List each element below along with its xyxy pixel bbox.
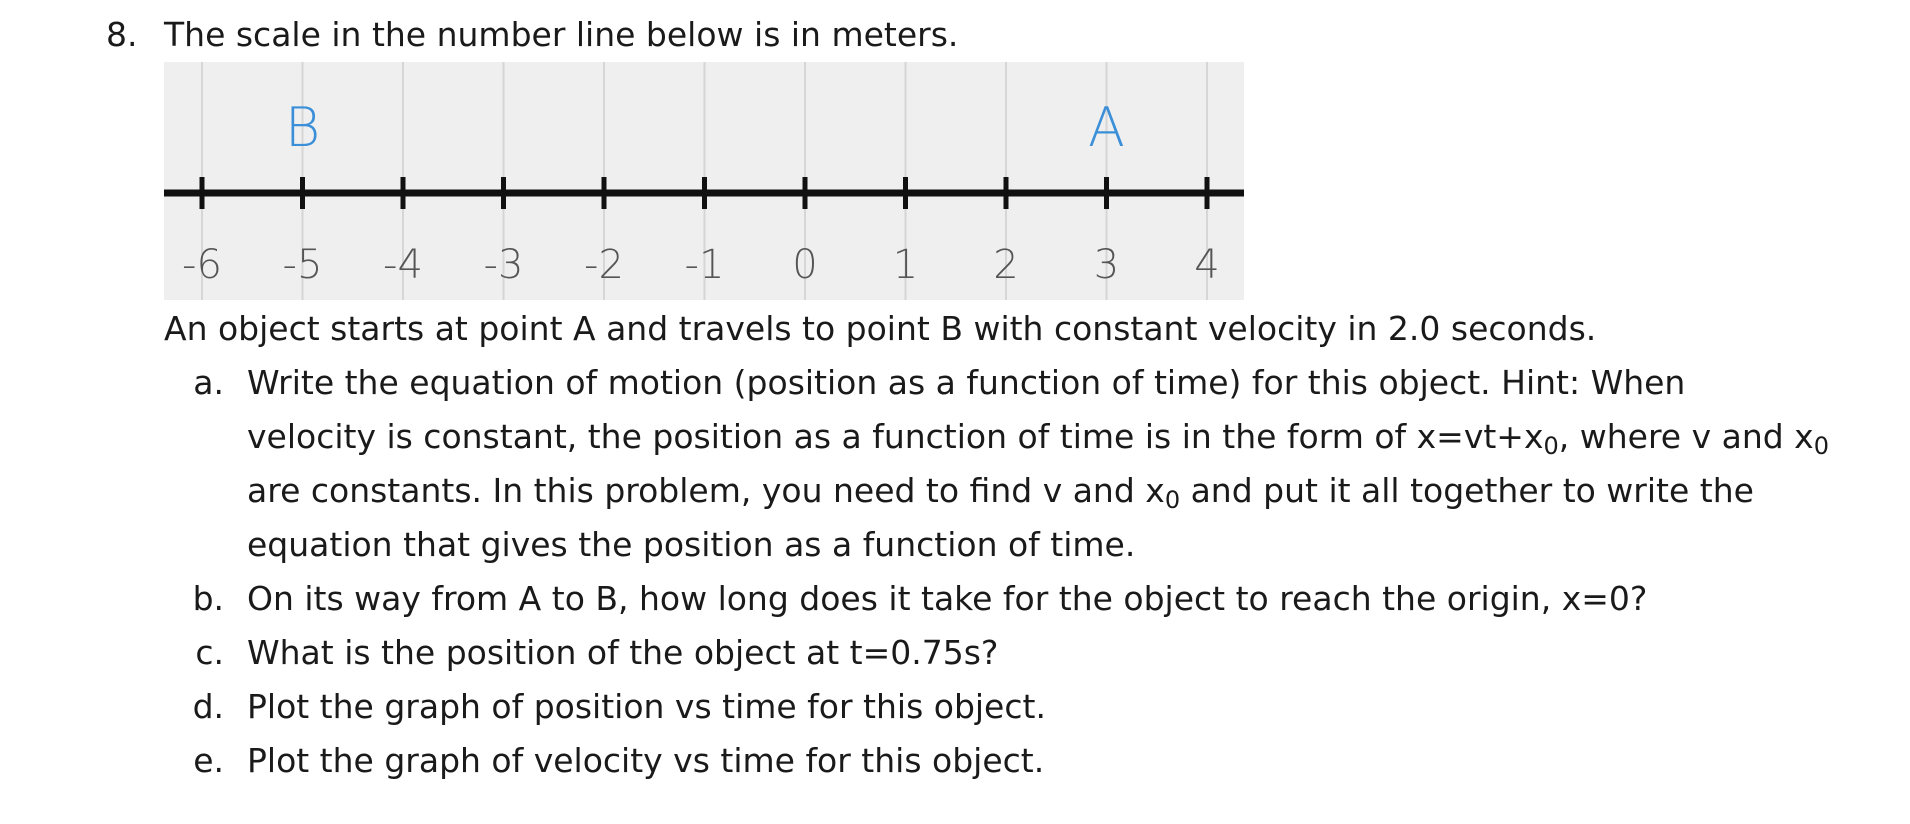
part-a-line-1: Write the equation of motion (position as a function of time) for this object. Hint: When [247, 363, 1686, 402]
tick-label: 0 [792, 242, 818, 288]
number-line-svg [164, 62, 1244, 300]
part-a-line-3: are constants. In this problem, you need to find v and $x_0$ and put it all together to write the [247, 471, 1754, 514]
part-d-label: d. [192, 687, 224, 726]
problem-intro: An object starts at point A and travels to point B with constant velocity in 2.0 seconds. [164, 309, 1597, 348]
tick-label: -5 [282, 242, 323, 288]
part-c-text: What is the position of the object at t=0.75s? [247, 633, 999, 672]
tick-label: -6 [182, 242, 222, 288]
tick-label: -3 [483, 242, 524, 288]
tick-label: 4 [1194, 242, 1220, 288]
tick-label: -4 [383, 242, 423, 288]
part-e-text: Plot the graph of velocity vs time for this object. [247, 741, 1045, 780]
question-number: 8. [106, 15, 138, 54]
question-prompt: The scale in the number line below is in meters. [164, 15, 959, 54]
tick-label: 2 [993, 242, 1019, 288]
tick-label: -1 [684, 242, 725, 288]
point-label-a: A [1088, 96, 1125, 159]
tick-label: -2 [584, 242, 624, 288]
number-line-figure [164, 62, 1244, 300]
tick-label: 3 [1093, 242, 1120, 288]
part-c-label: c. [195, 633, 224, 672]
part-b-text: On its way from A to B, how long does it take for the object to reach the origin, x=0? [247, 579, 1648, 618]
tick-label: 1 [892, 242, 919, 288]
part-a-line-2: velocity is constant, the position as a function of time is in the form of $x=vt+x_0$, where v and $x_0$ [247, 417, 1829, 460]
part-e-label: e. [193, 741, 224, 780]
part-b-label: b. [192, 579, 224, 618]
part-a-label: a. [193, 363, 224, 402]
point-label-b: B [284, 96, 321, 159]
part-d-text: Plot the graph of position vs time for this object. [247, 687, 1046, 726]
part-a-line-4: equation that gives the position as a function of time. [247, 525, 1136, 564]
